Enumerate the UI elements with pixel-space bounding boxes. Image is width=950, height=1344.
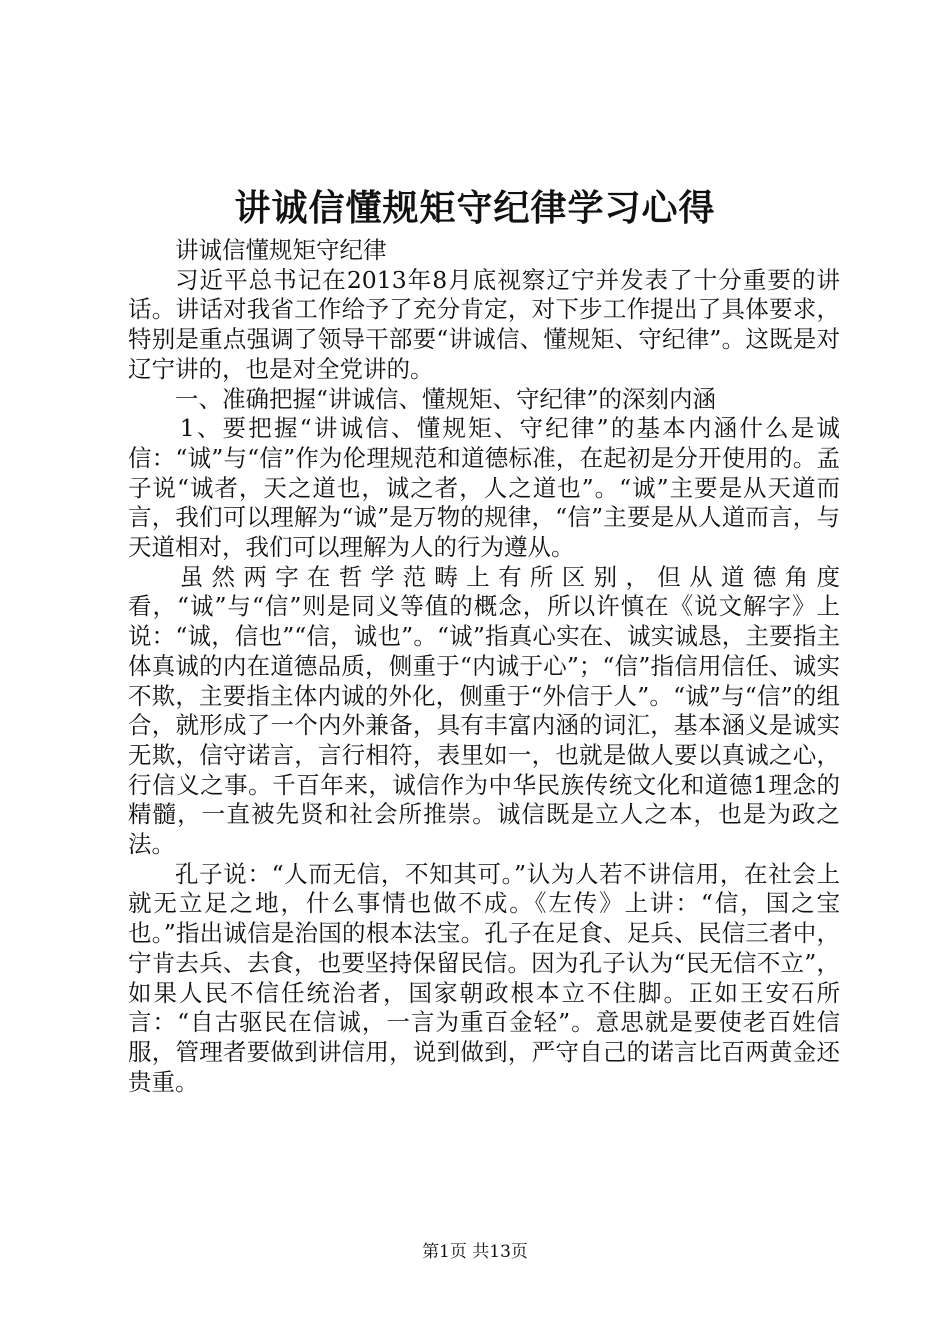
paragraph-subtitle: 讲诚信懂规矩守纪律 xyxy=(175,236,387,264)
paragraph-point-1: 1、要把握“讲诚信、懂规矩、守纪律”的基本内涵什么是诚信：“诚”与“信”作为伦理规范和道德标准，在起初是分开使用的。孟子说“诚者，天之道也，诚之者，人之道也”。“诚”主要是从天道而言，我们可以理解为“诚”是万物的规律，“信”主要是从人道而言，与天道相对，我们可以理解为人的行为遵从。 xyxy=(128,414,840,562)
paragraph-section-heading: 一、准确把握“讲诚信、懂规矩、守纪律”的深刻内涵 xyxy=(175,384,717,413)
paragraph-intro: 习近平总书记在2013年8月底视察辽宁并发表了十分重要的讲话。讲话对我省工作给予了充分肯定，对下步工作提出了具体要求，特别是重点强调了领导干部要“讲诚信、懂规矩、守纪律”。这既是对辽宁讲的，也是对全党讲的。 xyxy=(128,265,840,383)
document-body xyxy=(128,236,840,1097)
paragraph-cheng-xin: 虽然两字在哲学范畴上有所区别，但从道德角度看，“诚”与“信”则是同义等值的概念，所以许慎在《说文解字》上说：“诚，信也”“信，诚也”。“诚”指真心实在、诚实诚恳，主要指主体真诚的内在道德品质，侧重于“内诚于心”；“信”指信用信任、诚实不欺，主要指主体内诚的外化，侧重于“外信于人”。“诚”与“信”的组合，就形成了一个内外兼备，具有丰富内涵的词汇，基本涵义是诚实无欺，信守诺言，言行相符，表里如一，也就是做人要以真诚之心，行信义之事。千百年来，诚信作为中华民族传统文化和道德1理念的精髓，一直被先贤和社会所推崇。诚信既是立人之本，也是为政之法。 xyxy=(128,562,840,859)
document-title: 讲诚信懂规矩守纪律学习心得 xyxy=(234,187,716,229)
paragraph-confucius: 孔子说：“人而无信，不知其可。”认为人若不讲信用，在社会上就无立足之地，什么事情也做不成。《左传》上讲：“信，国之宝也。”指出诚信是治国的根本法宝。孔子在足食、足兵、民信三者中，宁肯去兵、去食，也要坚持保留民信。因为孔子认为“民无信不立”，如果人民不信任统治者，国家朝政根本立不住脚。正如王安石所言：“自古驱民在信诚，一言为重百金轻”。意思就是要使老百姓信服，管理者要做到讲信用，说到做到，严守自己的诺言比百两黄金还贵重。 xyxy=(128,859,840,1096)
page-footer: 第1页 共13页 xyxy=(422,1242,528,1262)
